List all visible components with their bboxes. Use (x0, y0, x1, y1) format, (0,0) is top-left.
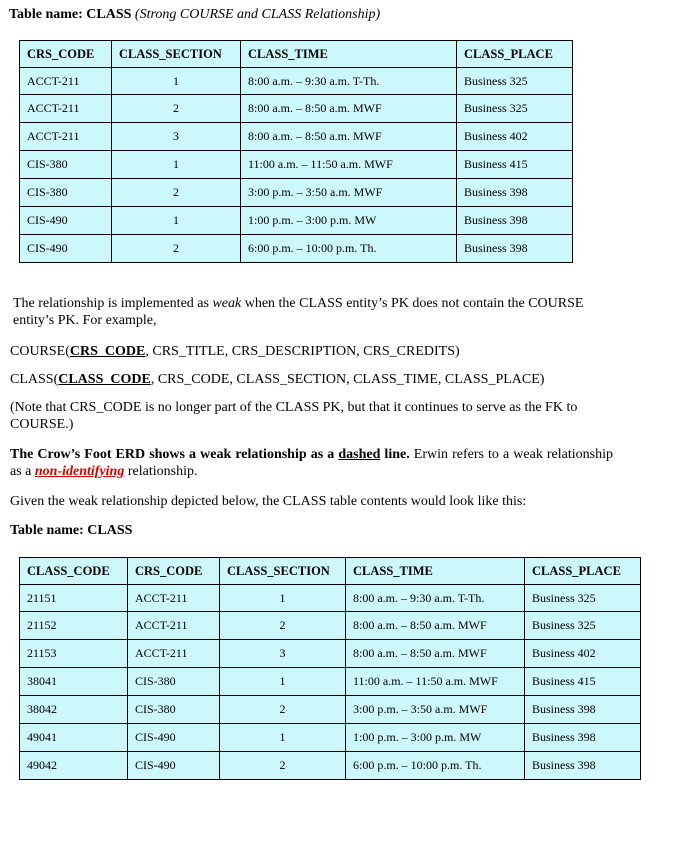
table-cell: 3:00 p.m. – 3:50 a.m. MWF (241, 179, 457, 207)
table2-title: Table name: CLASS (10, 523, 133, 538)
table-cell: 8:00 a.m. – 8:50 a.m. MWF (346, 612, 525, 640)
col-header-class-code: CLASS_CODE (20, 558, 128, 585)
table-row (20, 95, 573, 123)
table-cell: CIS-490 (20, 235, 112, 263)
table-cell: 8:00 a.m. – 9:30 a.m. T-Th. (241, 68, 457, 95)
text: CLASS( (10, 372, 59, 387)
primary-key: CRS_CODE (69, 344, 146, 359)
table-cell: 21151 (20, 585, 128, 612)
table-cell: ACCT-211 (20, 68, 112, 95)
table-cell: 38041 (20, 668, 128, 696)
table-header-row (20, 41, 573, 68)
table-cell: 6:00 p.m. – 10:00 p.m. Th. (241, 235, 457, 263)
table-cell: 1:00 p.m. – 3:00 p.m. MW (346, 724, 525, 752)
table-cell: 11:00 a.m. – 11:50 a.m. MWF (346, 668, 525, 696)
table-cell: 1:00 p.m. – 3:00 p.m. MW (241, 207, 457, 235)
table-header-row (20, 558, 641, 585)
note-paragraph: (Note that CRS_CODE is no longer part of the CLASS PK, but that it continues to serve as the FK to COURSE.) (10, 400, 578, 432)
table-cell: Business 398 (457, 179, 573, 207)
table-cell: ACCT-211 (128, 612, 220, 640)
table-cell: CIS-490 (128, 752, 220, 780)
table-cell: 1 (220, 585, 346, 612)
table-cell: 3:00 p.m. – 3:50 a.m. MWF (346, 696, 525, 724)
table-row (20, 151, 573, 179)
table-row (20, 668, 641, 696)
col-header-class-place: CLASS_PLACE (457, 41, 573, 68)
table-row (20, 752, 641, 780)
text: relationship. (124, 464, 198, 479)
table-cell: Business 398 (525, 752, 641, 780)
text: , CRS_CODE, CLASS_SECTION, CLASS_TIME, CLASS_PLACE) (150, 372, 545, 387)
table-cell: ACCT-211 (20, 123, 112, 151)
table-cell: 2 (220, 696, 346, 724)
table-cell: ACCT-211 (128, 640, 220, 668)
table-cell: CIS-490 (128, 724, 220, 752)
col-header-class-section: CLASS_SECTION (220, 558, 346, 585)
table-cell: 11:00 a.m. – 11:50 a.m. MWF (241, 151, 457, 179)
text-bold: The Crow’s Foot ERD shows a weak relationship as a (10, 447, 339, 462)
table-cell: Business 398 (457, 235, 573, 263)
text: COURSE( (10, 344, 70, 359)
text-dashed: dashed (338, 447, 381, 462)
table-cell: Business 398 (525, 724, 641, 752)
table-cell: 3 (112, 123, 241, 151)
text: when the CLASS entity’s PK does not contain the COURSE entity’s PK. For example, (13, 296, 584, 328)
table-row (20, 123, 573, 151)
table-cell: Business 402 (525, 640, 641, 668)
table-row (20, 696, 641, 724)
primary-key: CLASS_CODE (58, 372, 151, 387)
table1-title-italic: (Strong COURSE and CLASS Relationship) (134, 7, 381, 22)
col-header-class-time: CLASS_TIME (346, 558, 525, 585)
table-cell: 8:00 a.m. – 8:50 a.m. MWF (241, 123, 457, 151)
table-cell: 1 (112, 151, 241, 179)
class-schema-line (10, 371, 544, 388)
table-cell: 1 (220, 668, 346, 696)
table-cell: 21152 (20, 612, 128, 640)
text: , CRS_TITLE, CRS_DESCRIPTION, CRS_CREDITS) (145, 344, 460, 359)
text: The relationship is implemented as (13, 296, 213, 311)
table-cell: CIS-380 (20, 151, 112, 179)
class-table-weak (19, 557, 641, 780)
table-cell: CIS-380 (20, 179, 112, 207)
table-cell: Business 325 (525, 585, 641, 612)
table-cell: Business 398 (525, 696, 641, 724)
table-cell: 2 (112, 179, 241, 207)
table-row (20, 68, 573, 95)
col-header-class-section: CLASS_SECTION (112, 41, 241, 68)
table-cell: 8:00 a.m. – 8:50 a.m. MWF (346, 640, 525, 668)
table1-title (9, 7, 380, 23)
table-row (20, 207, 573, 235)
col-header-crs-code: CRS_CODE (128, 558, 220, 585)
table-cell: Business 415 (525, 668, 641, 696)
table-cell: 2 (220, 752, 346, 780)
table-cell: Business 415 (457, 151, 573, 179)
col-header-class-time: CLASS_TIME (241, 41, 457, 68)
table-cell: 1 (112, 207, 241, 235)
class-table-strong (19, 40, 573, 263)
table-cell: Business 398 (457, 207, 573, 235)
col-header-class-place: CLASS_PLACE (525, 558, 641, 585)
table-cell: 2 (112, 235, 241, 263)
paragraph-weak-relationship (13, 295, 613, 329)
table-row (20, 612, 641, 640)
table-row (20, 724, 641, 752)
table-cell: CIS-380 (128, 696, 220, 724)
table-row (20, 585, 641, 612)
table-cell: 38042 (20, 696, 128, 724)
table-cell: 8:00 a.m. – 8:50 a.m. MWF (241, 95, 457, 123)
table-cell: Business 325 (525, 612, 641, 640)
text-bold: line. (380, 447, 410, 462)
table-cell: CIS-380 (128, 668, 220, 696)
table-cell: 21153 (20, 640, 128, 668)
table-cell: 1 (112, 68, 241, 95)
table-cell: ACCT-211 (128, 585, 220, 612)
paragraph-table-intro: Given the weak relationship depicted below, the CLASS table contents would look like this: (10, 494, 527, 509)
table-row (20, 179, 573, 207)
text-weak: weak (212, 296, 242, 311)
col-header-crs-code: CRS_CODE (20, 41, 112, 68)
table-cell: 1 (220, 724, 346, 752)
table-cell: 49041 (20, 724, 128, 752)
table-cell: ACCT-211 (20, 95, 112, 123)
table-row (20, 235, 573, 263)
table-cell: CIS-490 (20, 207, 112, 235)
table-cell: 8:00 a.m. – 9:30 a.m. T-Th. (346, 585, 525, 612)
table-row (20, 640, 641, 668)
text-non-identifying: non-identifying (34, 464, 125, 479)
table-cell: 2 (112, 95, 241, 123)
course-schema-line (10, 343, 460, 360)
table1-title-bold: Table name: CLASS (9, 7, 132, 22)
text: Erwin refers to a weak relationship as a (10, 447, 613, 479)
table-cell: Business 325 (457, 68, 573, 95)
table-cell: Business 402 (457, 123, 573, 151)
table-cell: 6:00 p.m. – 10:00 p.m. Th. (346, 752, 525, 780)
table-cell: 3 (220, 640, 346, 668)
table-cell: 49042 (20, 752, 128, 780)
table-cell: 2 (220, 612, 346, 640)
crows-foot-paragraph (10, 446, 613, 480)
table-cell: Business 325 (457, 95, 573, 123)
